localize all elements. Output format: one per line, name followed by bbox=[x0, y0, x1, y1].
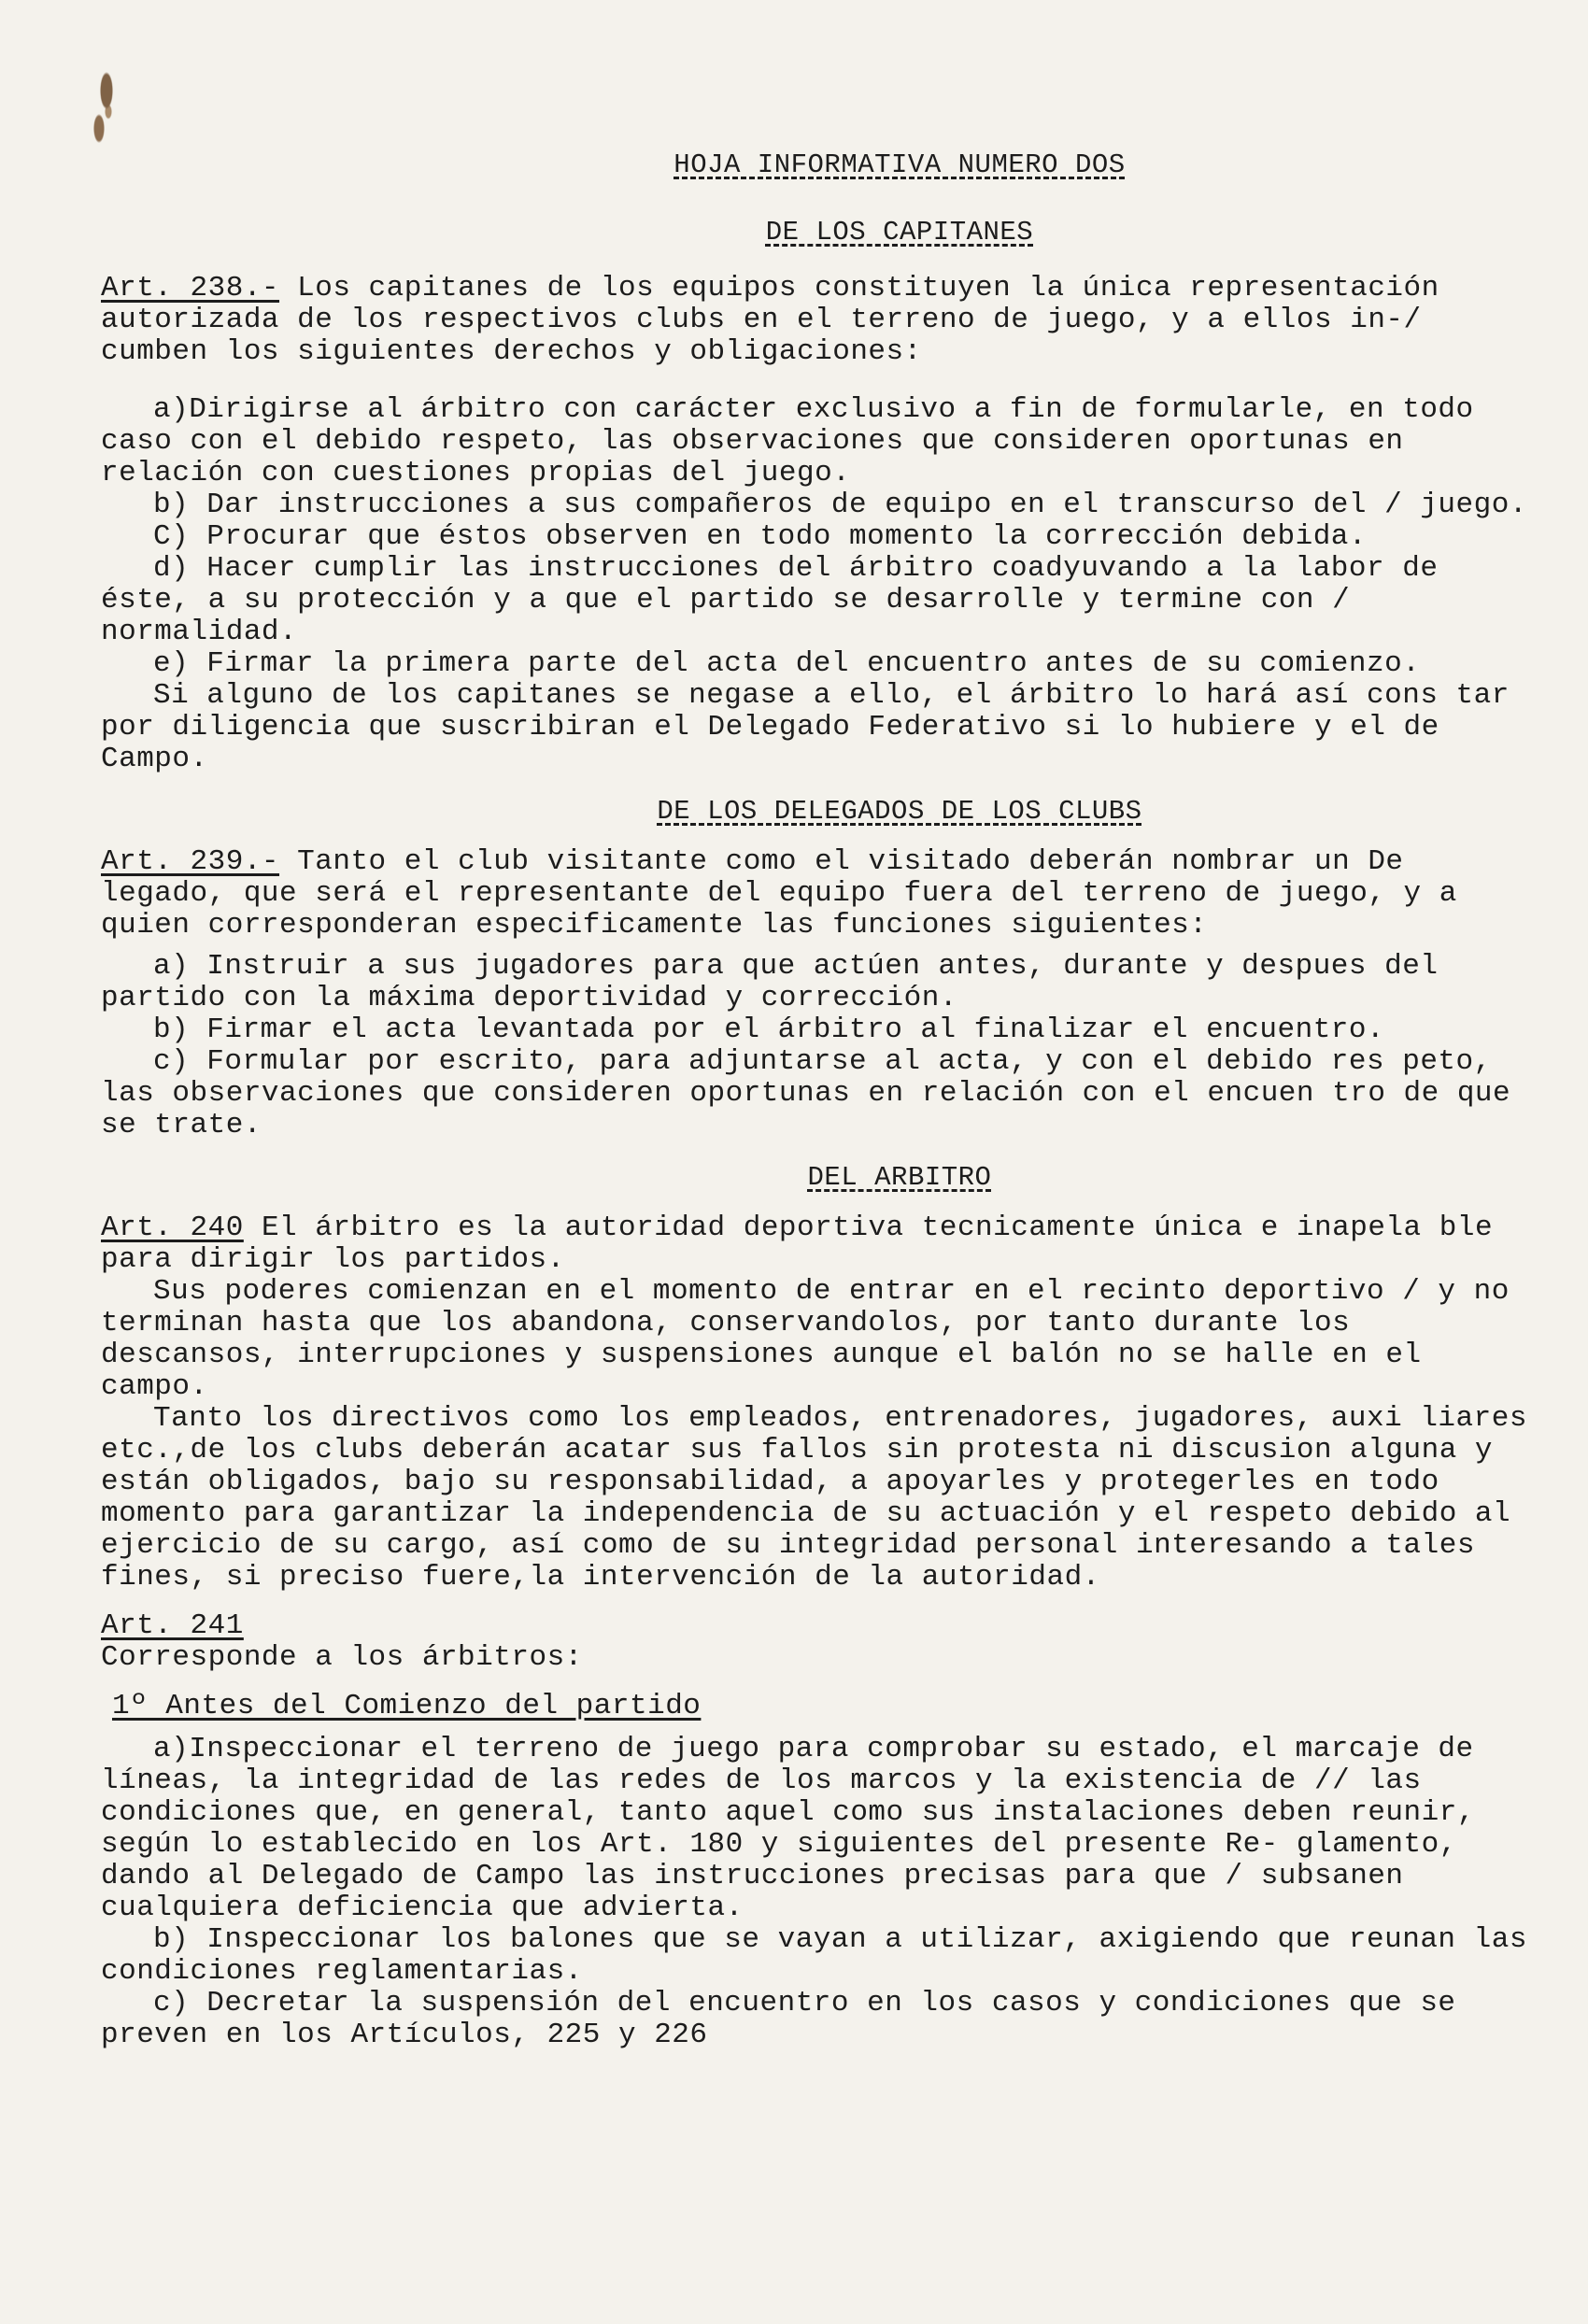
art-240-p3: Tanto los directivos como los empleados, entrenadores, jugadores, auxi liares etc.,de los clubs deberán acatar sus fallos sin protesta ni discusion alguna y están obligados, bajo su responsabilidad, a apoyarles y protegerles en todo momento para garantizar la independencia de su actuación y el respeto debido al ejercicio de su cargo, así como de su integridad personal interesando a tales fines, si preciso fuere,la intervención de la autoridad. bbox=[101, 1402, 1546, 1594]
art-240-intro bbox=[101, 1212, 1530, 1276]
section-title-arbitro: DEL ARBITRO bbox=[807, 1162, 992, 1193]
art-240-p2: Sus poderes comienzan en el momento de entrar en el recinto deportivo / y no terminan hasta que los abandona, conservandolos, por tanto durante los descansos, interrupciones y suspensiones aunque el balón no se halle en el campo. bbox=[101, 1275, 1527, 1403]
document-body bbox=[101, 149, 1546, 2051]
art-241-intro: Corresponde a los árbitros: bbox=[101, 1641, 583, 1674]
art-238-c: C) Procurar que éstos observen en todo momento la corrección debida. bbox=[153, 520, 1368, 553]
art-241-label-text: Art. 241 bbox=[101, 1609, 244, 1642]
art-240-label: Art. 240 bbox=[101, 1212, 244, 1244]
art-238-intro bbox=[101, 273, 1530, 368]
art-239-c: c) Formular por escrito, para adjuntarse al acta, y con el debido res peto, las observaciones que consideren oportunas en relación con el encuen tro de que se trate. bbox=[101, 1045, 1529, 1141]
art-241-a: a)Inspeccionar el terreno de juego para comprobar su estado, el marcaje de líneas, la integridad de las redes de los marcos y la existencia de // las condiciones que, en general, tanto aquel como sus instalaciones deben reunir, según lo establecido en los Art. 180 y siguientes del presente Re- glamento, dando al Delegado de Campo las instrucciones precisas para que / subsanen cualquiera deficiencia que advierta. bbox=[101, 1733, 1494, 1924]
art-238-a: a)Dirigirse al árbitro con carácter exclusivo a fin de formularle, en todo caso con el debido respeto, las observaciones que consideren oportunas en relación con cuestiones propias del juego. bbox=[101, 393, 1492, 489]
art-238-e: e) Firmar la primera parte del acta del encuentro antes de su comienzo. bbox=[153, 647, 1421, 680]
art-240-text: El árbitro es la autoridad deportiva tecnicamente única e inapela ble para dirigir los partidos. bbox=[101, 1212, 1511, 1276]
art-238-b: b) Dar instrucciones a sus compañeros de equipo en el transcurso del / juego. bbox=[153, 489, 1527, 521]
art-241-label bbox=[101, 1610, 1530, 1642]
art-241-subhead: 1º Antes del Comienzo del partido bbox=[112, 1690, 702, 1722]
art-241-b: b) Inspeccionar los balones que se vayan a utilizar, axigiendo que reunan las condiciones reglamentarias. bbox=[101, 1923, 1546, 1988]
ink-stain bbox=[86, 65, 123, 149]
art-238-e2: Si alguno de los capitanes se negase a ello, el árbitro lo hará así cons tar por diligencia que suscribiran el Delegado Federativo si lo hubiere y el de Campo. bbox=[101, 679, 1527, 775]
section-title-capitanes: DE LOS CAPITANES bbox=[765, 217, 1034, 248]
art-238-label: Art. 238.- bbox=[101, 272, 280, 305]
art-239-label: Art. 239.- bbox=[101, 845, 280, 878]
art-238-d: d) Hacer cumplir las instrucciones del árbitro coadyuvando a la labor de éste, a su protección y a que el partido se desarrolle y termine con / normalidad. bbox=[101, 552, 1456, 648]
art-241-c: c) Decretar la suspensión del encuentro en los casos y condiciones que se preven en los Artículos, 225 y 226 bbox=[101, 1987, 1474, 2051]
art-239-b: b) Firmar el acta levantada por el árbitro al finalizar el encuentro. bbox=[153, 1013, 1385, 1046]
document-title: HOJA INFORMATIVA NUMERO DOS bbox=[673, 149, 1126, 180]
art-239-text: Tanto el club visitante como el visitado deberán nombrar un De legado, que será el representante del equipo fuera del terreno de juego, y a quien corresponderan especificamente las funciones siguientes: bbox=[101, 845, 1475, 942]
art-238-text: Los capitanes de los equipos constituyen la única representación autorizada de los respectivos clubs en el terreno de juego, y a ellos in-/ cumben los siguientes derechos y obligaciones: bbox=[101, 272, 1457, 368]
art-239-intro bbox=[101, 846, 1530, 942]
section-title-delegados: DE LOS DELEGADOS DE LOS CLUBS bbox=[657, 796, 1142, 827]
art-239-a: a) Instruir a sus jugadores para que actúen antes, durante y despues del partido con la máxima deportividad y corrección. bbox=[101, 950, 1456, 1014]
